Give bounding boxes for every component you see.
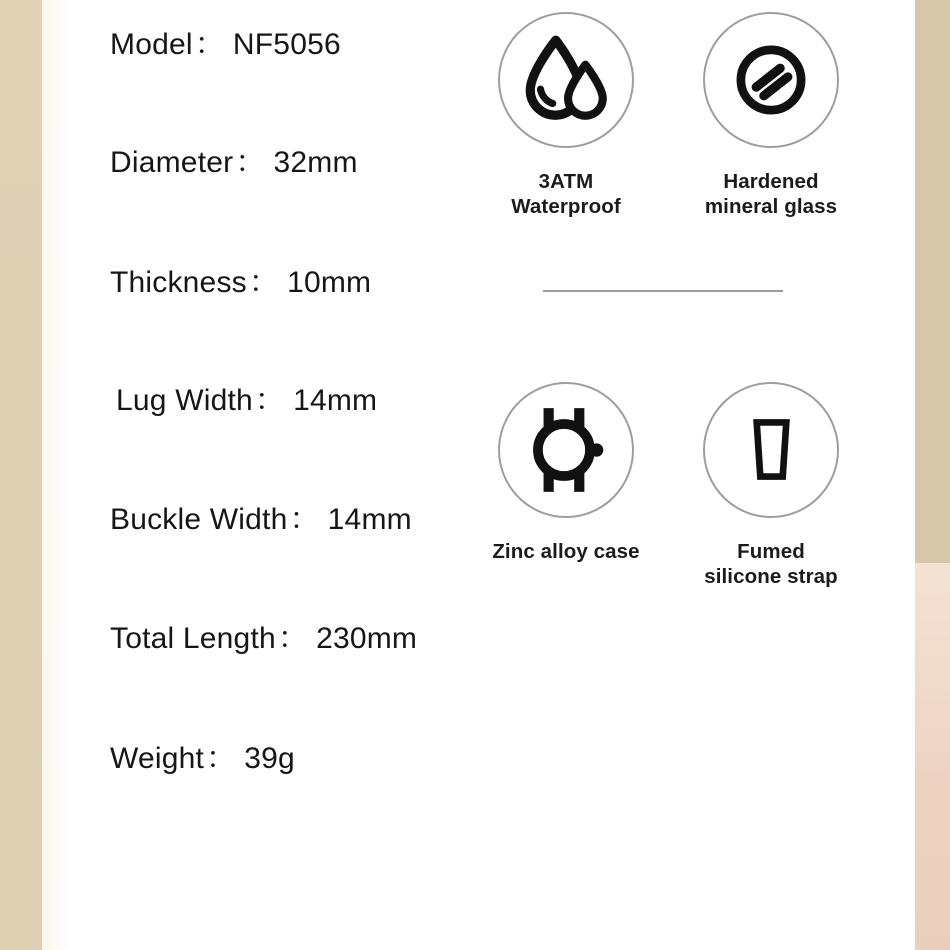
spec-label: Model <box>110 28 193 61</box>
feature-circle <box>498 382 634 518</box>
feature-label: 3ATM Waterproof <box>511 170 621 218</box>
spec-row-diameter <box>110 145 358 181</box>
spec-value: 32mm <box>273 146 358 179</box>
feature-strap <box>665 382 877 589</box>
left-accent-strip-fade <box>42 0 70 950</box>
feature-circle <box>703 382 839 518</box>
watch-case-icon <box>517 401 615 499</box>
spec-label: Total Length <box>110 622 276 655</box>
spec-colon: ： <box>248 266 280 299</box>
spec-colon: ： <box>277 622 309 655</box>
spec-row-total-length <box>110 621 417 657</box>
spec-row-thickness <box>110 265 371 301</box>
water-drops-icon <box>517 31 615 129</box>
feature-circle <box>703 12 839 148</box>
feature-label: Fumed silicone strap <box>704 540 838 588</box>
spec-colon: ： <box>206 742 237 775</box>
feature-circle <box>498 12 634 148</box>
spec-colon: ： <box>289 503 320 536</box>
strap-icon <box>722 401 820 499</box>
spec-row-buckle-width <box>110 502 412 538</box>
left-accent-strip <box>0 0 42 950</box>
spec-row-weight <box>110 741 295 777</box>
spec-value: 14mm <box>293 384 378 417</box>
spec-label: Weight <box>110 742 205 775</box>
feature-label: Hardened mineral glass <box>704 170 838 218</box>
spec-value: 39g <box>244 742 295 775</box>
right-accent-strip-top <box>915 0 950 563</box>
spec-row-lug-width <box>116 383 377 419</box>
hardened-glass-icon <box>722 31 820 129</box>
spec-row-model <box>110 27 341 63</box>
spec-label: Buckle Width <box>110 503 288 536</box>
spec-colon: ： <box>194 28 225 61</box>
spec-colon: ： <box>235 146 266 179</box>
spec-value: 10mm <box>287 266 372 299</box>
feature-label: Zinc alloy case <box>492 540 640 563</box>
feature-waterproof <box>460 12 672 219</box>
spec-colon: ： <box>254 384 286 417</box>
spec-label: Lug Width <box>116 384 253 417</box>
section-divider <box>543 290 783 292</box>
spec-value: 230mm <box>316 622 418 655</box>
right-accent-strip-bottom <box>915 563 950 950</box>
feature-case <box>460 382 672 564</box>
spec-label: Thickness <box>110 266 247 299</box>
spec-value: NF5056 <box>232 28 341 61</box>
spec-value: 14mm <box>327 503 412 536</box>
feature-mineral-glass <box>665 12 877 219</box>
spec-label: Diameter <box>110 146 234 179</box>
